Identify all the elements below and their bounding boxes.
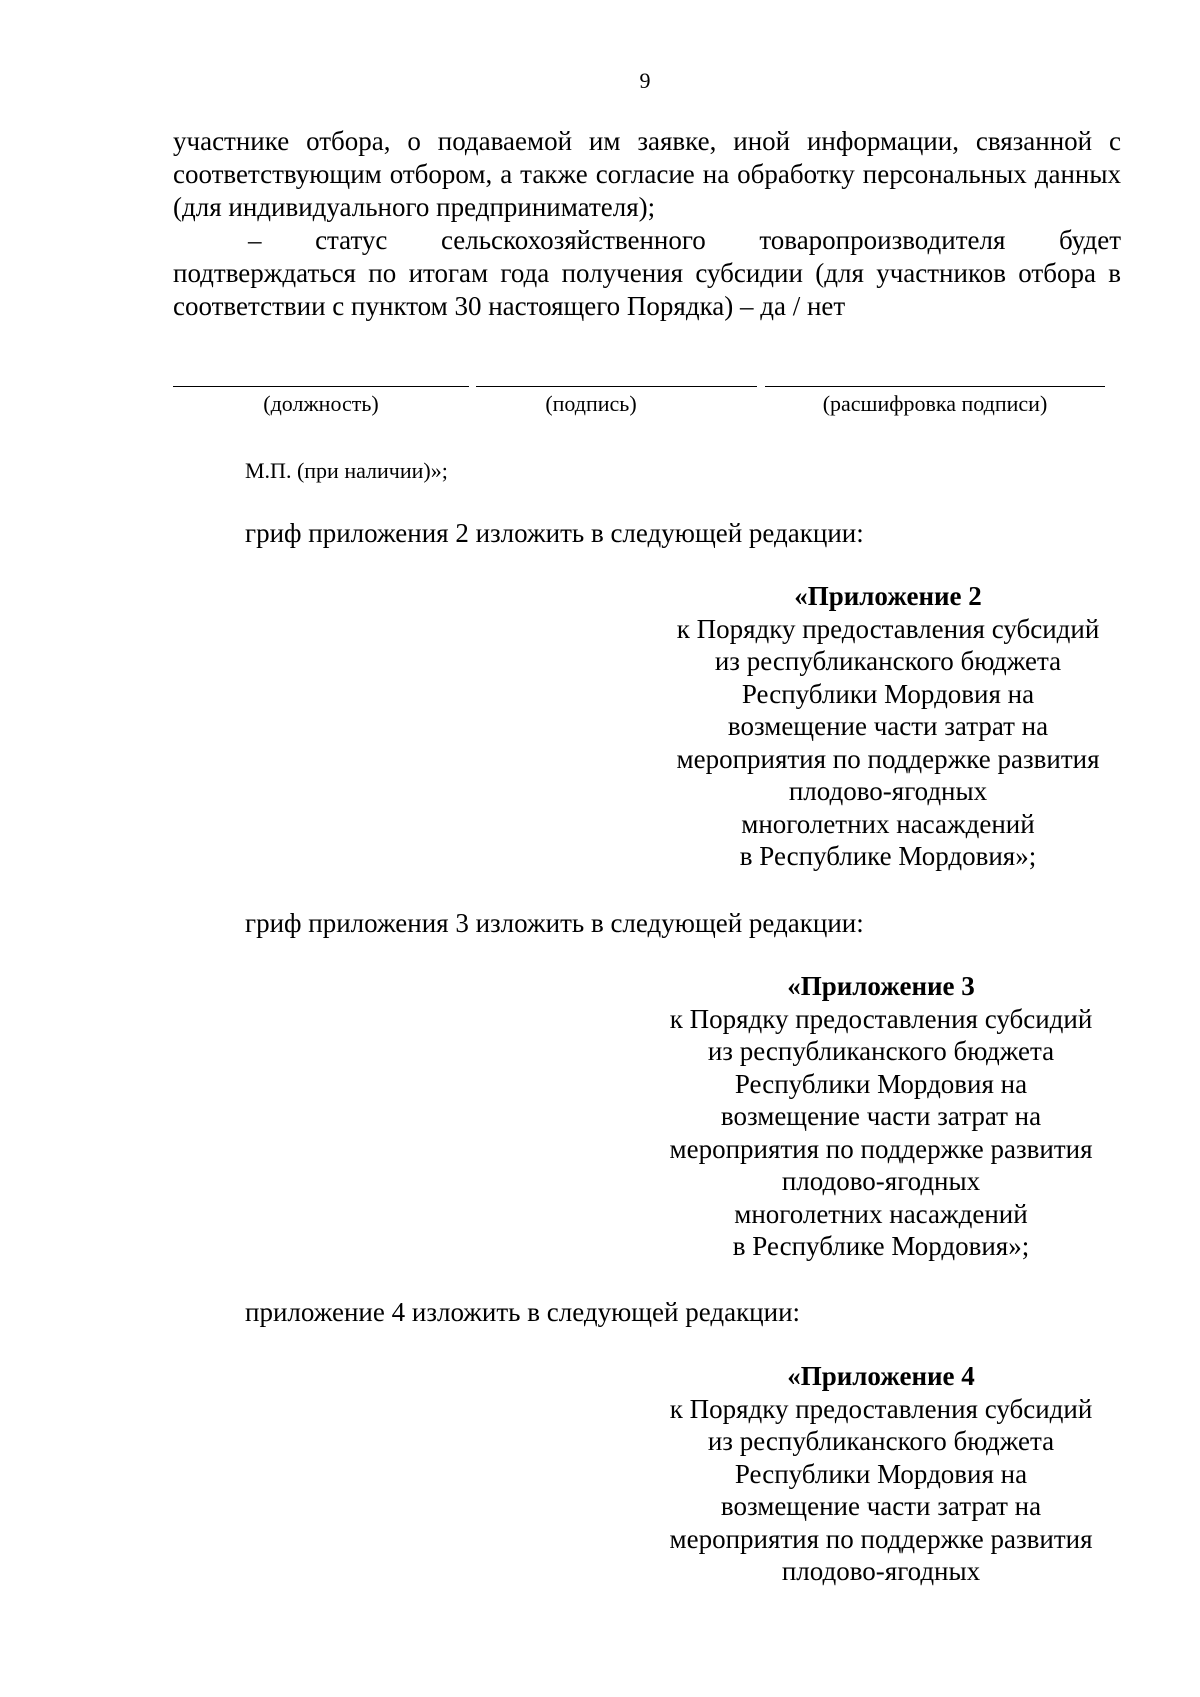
appendix-4-line: мероприятия по поддержке развития bbox=[669, 1523, 1093, 1554]
appendix-4-title: «Приложение 4 bbox=[787, 1361, 975, 1391]
appendix-2-line: многолетних насаждений bbox=[741, 808, 1035, 839]
instruction-appendix-2: гриф приложения 2 изложить в следующей редакции: bbox=[245, 518, 864, 548]
appendix-3-line: плодово-ягодных bbox=[781, 1166, 981, 1196]
appendix-3-title: «Приложение 3 bbox=[787, 971, 975, 1001]
appendix-2-title: «Приложение 2 bbox=[794, 581, 982, 611]
appendix-3-line: многолетних насаждений bbox=[734, 1198, 1028, 1229]
appendix-3-line: Республики Мордовия на bbox=[734, 1068, 1028, 1099]
page-number: 9 bbox=[639, 68, 651, 93]
appendix-2-line: Республики Мордовия на bbox=[741, 678, 1035, 709]
appendix-3-line: в Республике Мордовия»; bbox=[732, 1231, 1030, 1261]
appendix-4-line: плодово-ягодных bbox=[781, 1556, 981, 1586]
appendix-2-line: к Порядку предоставления субсидий bbox=[676, 613, 1100, 644]
instruction-appendix-3: гриф приложения 3 изложить в следующей редакции: bbox=[245, 908, 864, 938]
appendix-2-line: возмещение части затрат на bbox=[727, 711, 1049, 741]
appendix-3-heading bbox=[621, 970, 1141, 1263]
position-label: (должность) bbox=[263, 391, 379, 416]
instruction-appendix-4: приложение 4 изложить в следующей редакции: bbox=[245, 1297, 801, 1327]
signature-decoding-label: (расшифровка подписи) bbox=[822, 391, 1048, 416]
appendix-2-line: из республиканского бюджета bbox=[714, 646, 1062, 676]
signature-label: (подпись) bbox=[545, 391, 637, 416]
appendix-3-line: к Порядку предоставления субсидий bbox=[669, 1003, 1093, 1034]
paragraph-consent: участнике отбора, о подаваемой им заявке, иной информации, связанной с соответствующим отбором, а также согласие на обработку персональных данных (для индивидуального предпринимателя); bbox=[173, 126, 1121, 222]
appendix-4-line: из республиканского бюджета bbox=[707, 1426, 1055, 1456]
appendix-4-line: Республики Мордовия на bbox=[734, 1458, 1028, 1489]
appendix-2-line: плодово-ягодных bbox=[788, 776, 988, 806]
appendix-4-heading bbox=[621, 1360, 1141, 1588]
appendix-2-line: в Республике Мордовия»; bbox=[739, 841, 1037, 871]
decoding-line bbox=[765, 386, 1105, 387]
position-line bbox=[173, 386, 469, 387]
appendix-3-line: возмещение части затрат на bbox=[720, 1101, 1042, 1131]
appendix-3-line: из республиканского бюджета bbox=[707, 1036, 1055, 1066]
appendix-4-line: к Порядку предоставления субсидий bbox=[669, 1393, 1093, 1424]
appendix-3-line: мероприятия по поддержке развития bbox=[669, 1133, 1093, 1164]
appendix-4-line: возмещение части затрат на bbox=[720, 1491, 1042, 1521]
appendix-2-line: мероприятия по поддержке развития bbox=[676, 743, 1100, 774]
body-text bbox=[173, 125, 1121, 323]
stamp-place-label: М.П. (при наличии)»; bbox=[245, 458, 448, 483]
paragraph-status: – статус сельскохозяйственного товаропроизводителя будет подтверждаться по итогам года получения субсидии (для участников отбора в соответствии с пунктом 30 настоящего Порядка) – да / нет bbox=[173, 225, 1121, 321]
signature-line bbox=[476, 386, 757, 387]
appendix-2-heading bbox=[628, 580, 1148, 873]
